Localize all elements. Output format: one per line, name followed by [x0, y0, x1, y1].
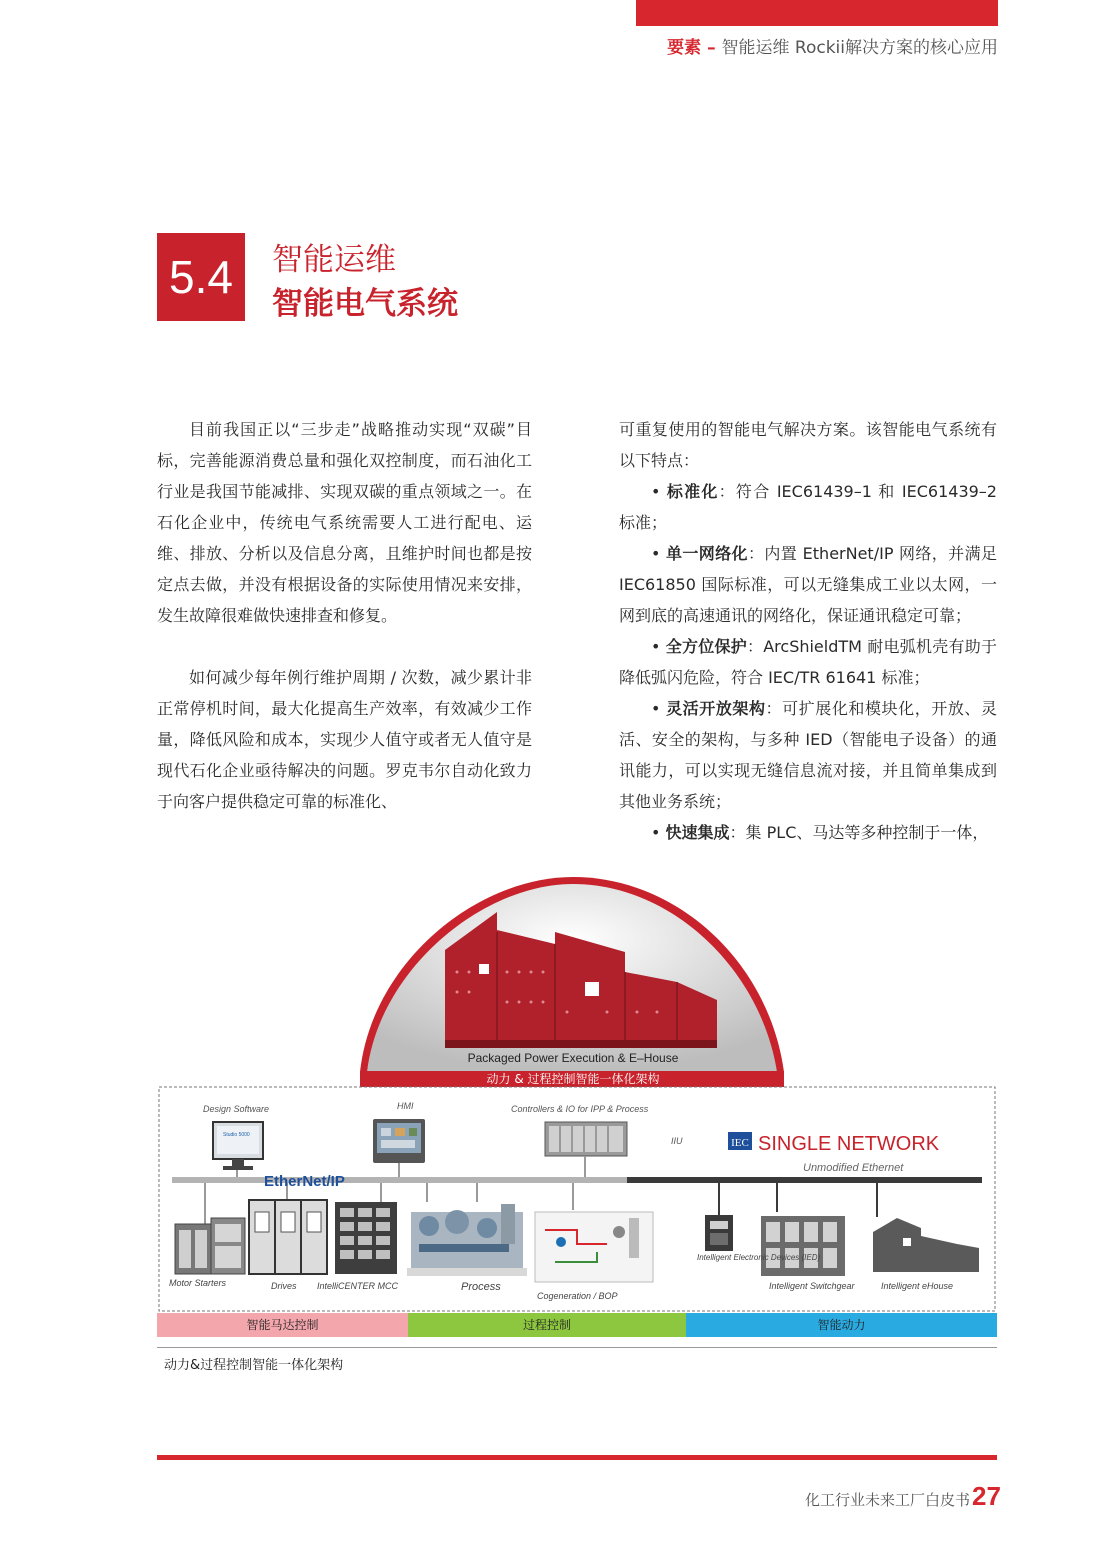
caption-rule: [157, 1347, 997, 1348]
feature-item: [619, 817, 997, 848]
feature-label: 全方位保护: [665, 637, 747, 656]
header-accent-bar: [636, 0, 998, 26]
bullet-glyph: •: [651, 482, 667, 501]
single-network-label: SINGLE NETWORK: [758, 1133, 940, 1155]
monitor-icon: [213, 1122, 263, 1170]
bullet-glyph: •: [651, 823, 666, 842]
controllers-label: Controllers & IO for IPP & Process: [511, 1104, 649, 1114]
feature-label: 灵活开放架构: [666, 699, 766, 718]
header-subtitle: 智能运维 Rockii解决方案的核心应用: [721, 38, 998, 58]
dome-title-cn: 动力 & 过程控制智能一体化架构: [486, 1072, 660, 1086]
feature-text: ：可扩展化和模块化，开放、灵活、安全的架构，与多种 IED（智能电子设备）的通讯能力，可以实现无缝信息流对接，并且简单集成到其他业务系统；: [619, 699, 997, 811]
section-number: 5.4: [157, 233, 245, 321]
network-bus-dark: [627, 1177, 982, 1183]
category-bars: [157, 1313, 997, 1337]
left-column: [157, 414, 532, 817]
hmi-panel-icon: [373, 1119, 425, 1163]
feature-item: [619, 631, 997, 693]
ehouse-small-icon: [873, 1218, 979, 1272]
feature-item: [619, 476, 997, 538]
ehouse-label: Intelligent eHouse: [881, 1281, 954, 1291]
network-bus-light: [172, 1177, 627, 1183]
category-bar-motor: 智能马达控制: [157, 1313, 408, 1337]
iec-text: IEC: [731, 1137, 749, 1149]
footer-title: 化工行业未来工厂白皮书: [804, 1491, 970, 1509]
design-software-label: Design Software: [203, 1104, 270, 1114]
paragraph-1: 目前我国正以“三步走”战略推动实现“双碳”目标，完善能源消费总量和强化双控制度，而石油化工行业是我国节能减排、实现双碳的重点领域之一。在石化企业中，传统电气系统需要人工进行配电、运维、排放、分析以及信息分离，且维护时间也都是按定点去做，并没有根据设备的实际使用情况来安排，发生故障很难做快速排查和修复。: [157, 420, 532, 625]
feature-label: 单一网络化: [665, 544, 748, 563]
section-title-line2: 智能电气系统: [272, 286, 458, 322]
dome-title-en: Packaged Power Execution & E–House: [467, 1051, 679, 1065]
motor-starters-label: Motor Starters: [169, 1278, 227, 1288]
paragraph-continued: 可重复使用的智能电气解决方案。该智能电气系统有以下特点：: [619, 420, 997, 470]
right-column: [619, 414, 997, 848]
ied-label: Intelligent Electronic Devices (IED): [697, 1253, 821, 1262]
page-number: 27: [972, 1481, 1001, 1511]
footer-rule: [157, 1455, 997, 1460]
process-skid-icon: [407, 1204, 527, 1276]
hmi-label: HMI: [397, 1101, 414, 1111]
cogeneration-label: Cogeneration / BOP: [537, 1291, 618, 1301]
motor-starters-icon: [175, 1218, 245, 1274]
bullet-glyph: •: [651, 637, 666, 656]
bullet-glyph: •: [651, 699, 667, 718]
drives-icon: [249, 1200, 327, 1274]
studio-label: Studio 5000: [223, 1132, 250, 1138]
header-section-word: 要素: [667, 38, 702, 58]
feature-text: ：ArcShieldTM 耐电弧机壳有助于降低弧闪危险，符合 IEC/TR 61641 标准；: [619, 637, 997, 687]
iiu-label: IIU: [671, 1136, 683, 1146]
switchgear-label: Intelligent Switchgear: [769, 1281, 855, 1291]
bullet-glyph: •: [651, 544, 666, 563]
section-title-line1: 智能运维: [272, 242, 396, 278]
controller-rack-icon: [545, 1122, 627, 1156]
ied-icon: [705, 1215, 733, 1251]
ethernet-ip-logo: EtherNet/IP: [264, 1173, 345, 1190]
iec-logo: [728, 1132, 752, 1150]
mcc-label: IntelliCENTER MCC: [317, 1281, 399, 1291]
paragraph-2: 如何减少每年例行维护周期 / 次数，减少累计非正常停机时间，最大化提高生产效率，有效减少工作量，降低风险和成本，实现少人值守或者无人值守是现代石化企业亟待解决的问题。罗克韦尔自动化致力于向客户提供稳定可靠的标准化、: [157, 668, 532, 811]
unmodified-ethernet-label: Unmodified Ethernet: [803, 1162, 904, 1174]
header-dash: –: [701, 38, 722, 58]
running-header: [636, 33, 998, 58]
process-label: Process: [461, 1281, 501, 1293]
feature-text: ：内置 EtherNet/IP 网络，并满足 IEC61850 国际标准，可以无缝集成工业以太网，一网到底的高速通讯的网络化，保证通讯稳定可靠；: [619, 544, 997, 625]
category-bar-power: 智能动力: [686, 1313, 997, 1337]
feature-text: ：集 PLC、马达等多种控制于一体，: [729, 823, 989, 842]
drives-label: Drives: [271, 1281, 297, 1291]
feature-item: [619, 693, 997, 817]
feature-item: [619, 538, 997, 631]
switchgear-icon: [761, 1216, 845, 1276]
network-drops-dark: [719, 1183, 877, 1217]
mcc-icon: [335, 1202, 397, 1274]
cogeneration-icon: [535, 1212, 653, 1282]
figure-caption: 动力&过程控制智能一体化架构: [164, 1358, 344, 1373]
feature-label: 快速集成: [665, 823, 730, 842]
feature-label: 标准化: [666, 482, 719, 501]
architecture-diagram: [157, 872, 997, 1337]
feature-text: ：符合 IEC61439–1 和 IEC61439–2 标准；: [619, 482, 997, 532]
category-bar-process: 过程控制: [408, 1313, 686, 1337]
